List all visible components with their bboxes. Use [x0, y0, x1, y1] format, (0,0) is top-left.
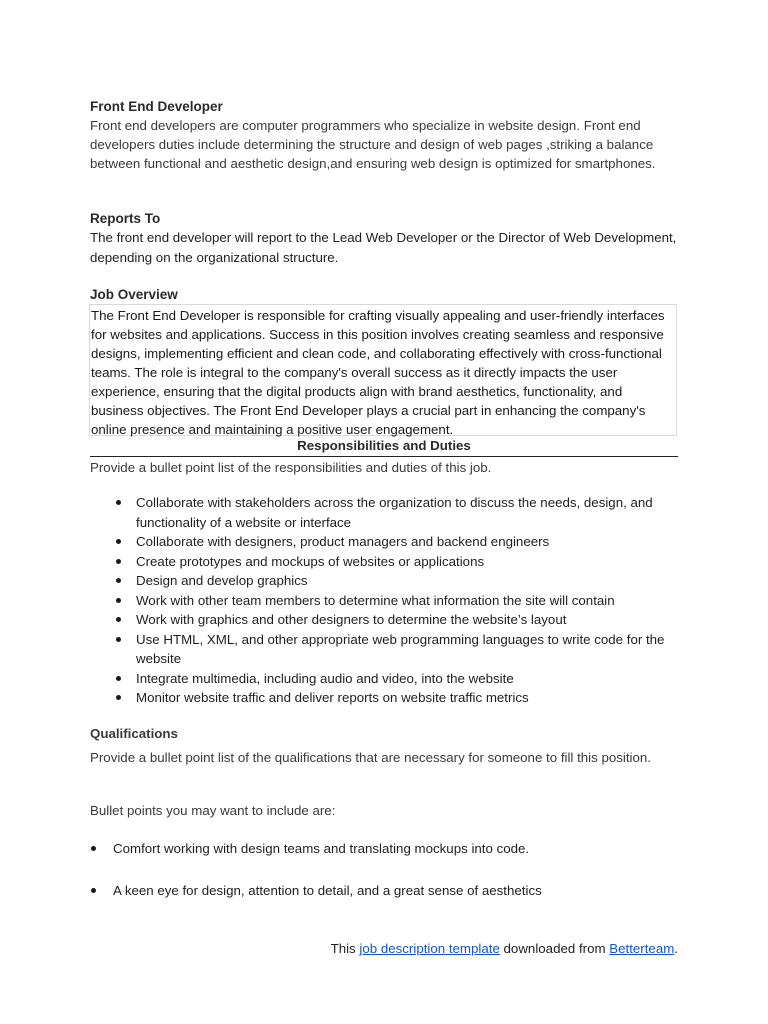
reports-to-rest: the Lead Web Developer or the Director of Web Development, depending on the organizational structure.: [90, 230, 677, 265]
list-item: Comfort working with design teams and translating mockups into code.: [90, 839, 680, 858]
list-item: Work with graphics and other designers to determine the website’s layout: [112, 610, 672, 630]
qualifications-heading: Qualifications: [90, 726, 178, 741]
job-overview-text: The Front End Developer is responsible for crafting visually appealing and user-friendly interfaces for websites and applications. Success in this position involves creating seamless and responsive designs, implementing efficient and clean code, and collaborating effectively with cross-functional teams. The role is integral to the company's overall success as it directly impacts the user experience, ensuring that the digital products align with brand aesthetics, functionality, and business objectives. The Front End Developer plays a crucial part in enhancing the company's online presence and maintaining a positive user engagement.: [89, 304, 677, 436]
qualifications-list-2: [90, 881, 680, 900]
reports-to-heading: Reports To: [90, 211, 161, 226]
responsibilities-heading: Responsibilities and Duties: [90, 437, 678, 457]
intro-section: [90, 97, 678, 173]
list-item: Collaborate with designers, product managers and backend engineers: [112, 532, 672, 552]
footer-middle: downloaded from: [499, 941, 610, 956]
reports-to-text: [90, 228, 678, 268]
qualifications-intro-block: [90, 748, 678, 767]
footer-prefix: This: [330, 941, 360, 956]
betterteam-link[interactable]: Betterteam: [609, 941, 675, 956]
responsibilities-intro: Provide a bullet point list of the responsibilities and duties of this job.: [90, 460, 492, 475]
qualifications-note-block: [90, 801, 678, 820]
qualifications-section: [90, 724, 678, 743]
footer-credit: [331, 939, 678, 958]
list-item: Use HTML, XML, and other appropriate web programming languages to write code for the website: [112, 630, 672, 669]
job-overview-section: [90, 285, 678, 304]
job-overview-heading: Job Overview: [90, 287, 178, 302]
responsibilities-list: [112, 493, 672, 708]
job-summary-text: Front end developers are computer programmers who specialize in website design. Front end developers duties include determining the structure and design of web pages ,striking a balance between functional and aesthetic design,and ensuring web design is optimized for smartphones.: [90, 118, 656, 171]
reports-to-prefix: The front end developer will report to: [90, 230, 311, 245]
list-item: Monitor website traffic and deliver reports on website traffic metrics: [112, 688, 672, 708]
list-item: Integrate multimedia, including audio and video, into the website: [112, 669, 672, 689]
reports-to-section: [90, 209, 678, 268]
footer-suffix: .: [674, 941, 678, 956]
list-item: A keen eye for design, attention to detail, and a great sense of aesthetics: [90, 881, 680, 900]
list-item: Work with other team members to determine what information the site will contain: [112, 591, 672, 611]
job-description-template-link[interactable]: job description template: [359, 941, 500, 956]
qualifications-list: [90, 839, 680, 858]
qualifications-note: Bullet points you may want to include are:: [90, 803, 336, 818]
list-item: Design and develop graphics: [112, 571, 672, 591]
list-item: Collaborate with stakeholders across the organization to discuss the needs, design, and functionality of a website or interface: [112, 493, 672, 532]
qualifications-intro: Provide a bullet point list of the qualifications that are necessary for someone to fill this position.: [90, 750, 651, 765]
list-item: Create prototypes and mockups of websites or applications: [112, 552, 672, 572]
responsibilities-intro-block: [90, 458, 678, 477]
job-title-heading: Front End Developer: [90, 99, 223, 114]
